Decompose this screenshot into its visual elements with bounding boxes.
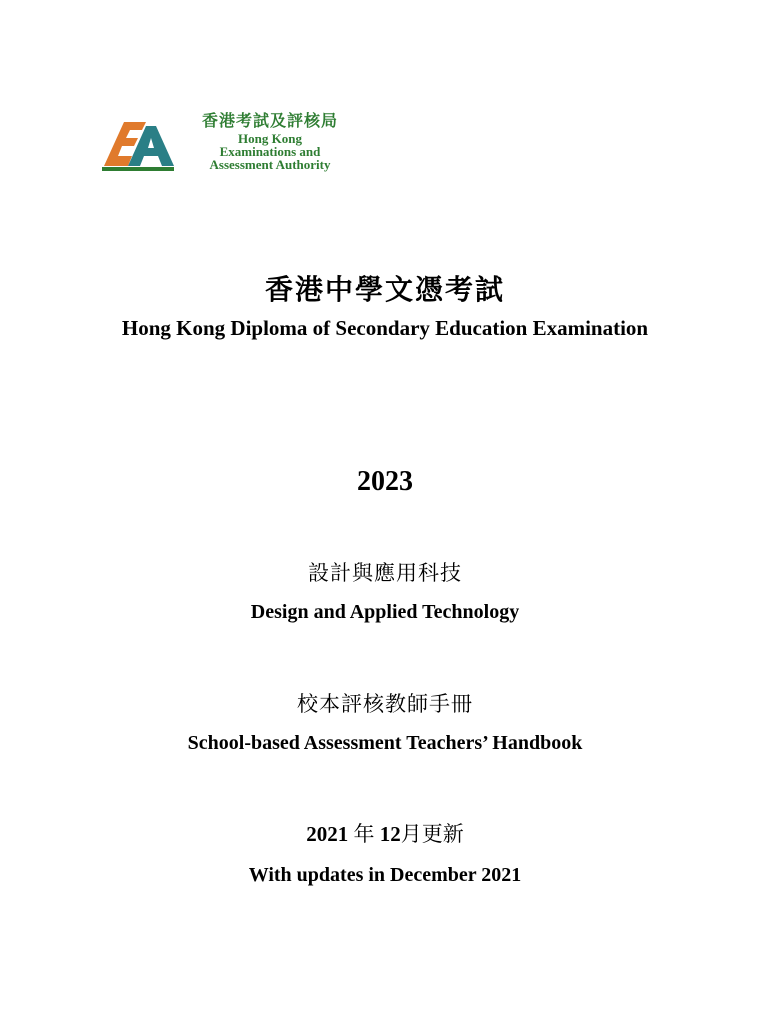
title-chinese: 香港中學文憑考試 [264, 273, 505, 306]
logo-english-line-3: Assessment Authority [209, 157, 331, 172]
update-chinese-year: 2021 [306, 822, 349, 846]
logo-chinese-name: 香港考試及評核局 [201, 113, 338, 130]
logo-text-block [180, 112, 360, 171]
subject-chinese: 設計與應用科技 [308, 561, 462, 585]
update-chinese [0, 818, 770, 848]
handbook-chinese: 校本評核教師手冊 [297, 692, 473, 716]
update-english: With updates in December 2021 [248, 864, 522, 886]
logo-english-line-2: Examinations and [219, 144, 321, 159]
update-chinese-year-char: 年 [353, 822, 375, 846]
title-english: Hong Kong Diploma of Secondary Education Examination [121, 316, 649, 340]
hkeaa-logo-icon [98, 116, 176, 172]
update-chinese-month-suffix: 月更新 [400, 822, 464, 846]
subject-english: Design and Applied Technology [250, 601, 520, 623]
hkeaa-logo [98, 112, 358, 176]
exam-year: 2023 [357, 466, 413, 497]
handbook-english: School-based Assessment Teachers’ Handbook [187, 732, 583, 754]
update-chinese-month: 12 [379, 822, 401, 846]
logo-english-line-1: Hong Kong [238, 131, 302, 146]
